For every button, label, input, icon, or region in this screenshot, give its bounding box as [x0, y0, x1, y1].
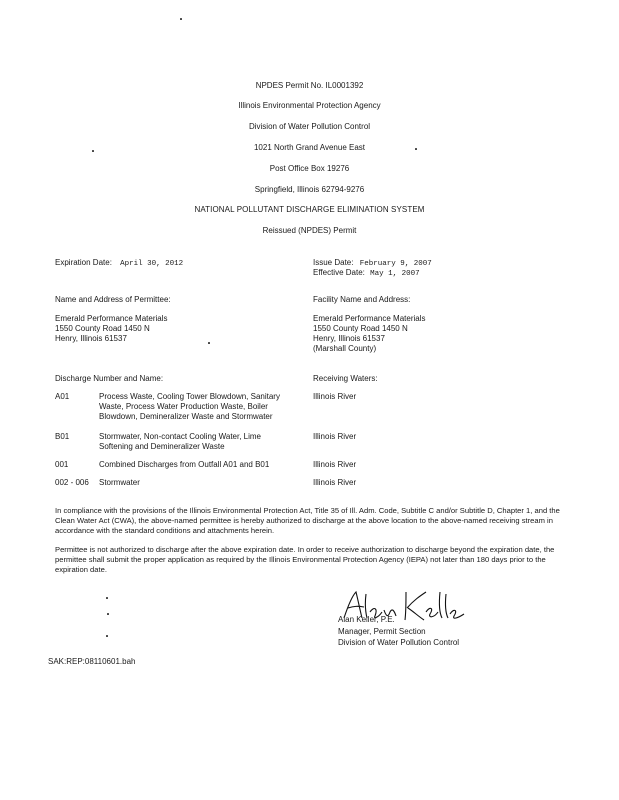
receiving-water: Illinois River [313, 432, 357, 441]
scan-speck [92, 150, 94, 152]
discharge-name-line: Waste, Process Water Production Waste, Boiler [99, 402, 268, 411]
facility-line: Henry, Illinois 61537 [313, 334, 385, 343]
discharge-name [99, 478, 140, 488]
receiving-water: Illinois River [313, 478, 357, 487]
effective-label: Effective Date: [313, 268, 365, 277]
scan-speck [106, 635, 108, 637]
permittee-address [55, 314, 167, 344]
discharge-name [99, 432, 261, 452]
expiration-label: Expiration Date: [55, 258, 112, 267]
receiving-waters-heading: Receiving Waters: [313, 374, 378, 383]
discharge-name-line: Combined Discharges from Outfall A01 and B01 [99, 460, 270, 469]
permittee-heading: Name and Address of Permittee: [55, 295, 171, 304]
expiration-value: April 30, 2012 [120, 260, 184, 268]
discharge-name [99, 460, 269, 470]
issue-label: Issue Date: [313, 258, 354, 267]
permittee-line: Henry, Illinois 61537 [55, 334, 127, 343]
scan-speck [180, 18, 182, 20]
effective-date [313, 268, 420, 279]
issue-value: February 9, 2007 [359, 260, 432, 268]
expiration-date [55, 258, 183, 269]
discharge-name-line: Softening and Demineralizer Waste [99, 442, 225, 451]
effective-value: May 1, 2007 [370, 270, 420, 278]
discharge-heading: Discharge Number and Name: [55, 374, 164, 383]
agency-name: Illinois Environmental Protection Agency [238, 101, 381, 110]
discharge-name [99, 392, 280, 422]
permit-number: NPDES Permit No. IL0001392 [255, 81, 364, 90]
facility-line: 1550 County Road 1450 N [313, 324, 408, 333]
division-name: Division of Water Pollution Control [248, 122, 371, 131]
discharge-name-line: Stormwater [99, 478, 140, 487]
receiving-water: Illinois River [313, 460, 357, 469]
agency-po-box: Post Office Box 19276 [269, 164, 350, 173]
agency-street: 1021 North Grand Avenue East [253, 143, 366, 152]
facility-heading: Facility Name and Address: [313, 295, 411, 304]
file-reference: SAK:REP:08110601.bah [48, 657, 136, 666]
facility-line: Emerald Performance Materials [313, 314, 426, 323]
compliance-paragraph: In compliance with the provisions of the Illinois Environmental Protection Act, Title 35 of Ill. Adm. Code, Subtitle C and/or Subtitle D, Chapter 1, and the Clean Water Act (CWA), the above-named permittee is hereby authorized to discharge at the above location to the above-named receiving stream in accordance with the standard conditions and attachments herein. [55, 506, 560, 535]
discharge-number: B01 [55, 432, 70, 441]
receiving-water: Illinois River [313, 392, 357, 401]
expiration-notice-paragraph: Permittee is not authorized to discharge after the above expiration date. In order to receive authorization to discharge beyond the expiration date, the permittee shall submit the proper application as required by the Illinois Environmental Protection Agency (IEPA) not later than 180 days prior to the expiration date. [55, 545, 555, 574]
agency-city: Springfield, Illinois 62794-9276 [254, 185, 365, 194]
facility-address [313, 314, 425, 354]
scan-speck [106, 597, 108, 599]
permittee-line: 1550 County Road 1450 N [55, 324, 150, 333]
permit-type: Reissued (NPDES) Permit [262, 226, 357, 235]
scan-speck [415, 148, 417, 150]
signer-division: Division of Water Pollution Control [338, 638, 460, 647]
signer-title: Manager, Permit Section [338, 627, 426, 636]
system-title: NATIONAL POLLUTANT DISCHARGE ELIMINATION SYSTEM [194, 205, 425, 214]
permittee-line: Emerald Performance Materials [55, 314, 168, 323]
facility-line: (Marshall County) [313, 344, 377, 353]
discharge-number: A01 [55, 392, 70, 401]
discharge-number: 002 - 006 [55, 478, 89, 487]
discharge-name-line: Stormwater, Non-contact Cooling Water, Lime [99, 432, 261, 441]
discharge-name-line: Blowdown, Demineralizer Waste and Stormwater [99, 412, 273, 421]
discharge-name-line: Process Waste, Cooling Tower Blowdown, Sanitary [99, 392, 280, 401]
scan-speck [107, 613, 109, 615]
scan-speck [208, 342, 210, 344]
discharge-number: 001 [55, 460, 69, 469]
signer-name: Alan Keller, P.E. [338, 615, 395, 624]
